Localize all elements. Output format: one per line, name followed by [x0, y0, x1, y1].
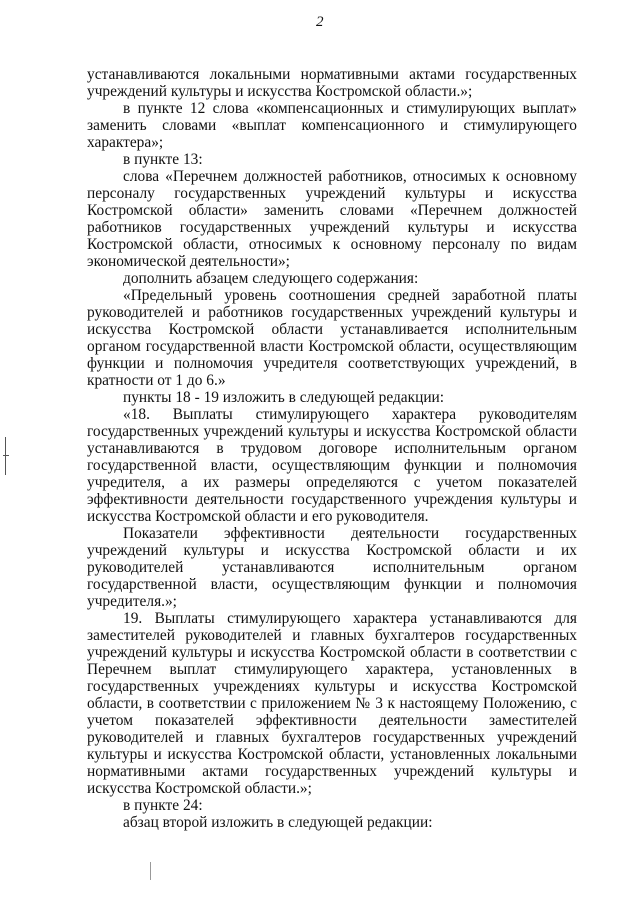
- paragraph: дополнить абзацем следующего содержания:: [123, 270, 419, 287]
- paragraph: Показатели эффективности деятельности государственных учреждений культуры и искусства Костромской области и их руководителей устанавливаются исполнительным органом государственной власти, осуществляющим функции и полномочия учредителя.»;: [87, 525, 577, 610]
- paragraph: в пункте 24:: [123, 797, 203, 814]
- scan-mark: [150, 862, 151, 880]
- page-number: 2: [316, 14, 324, 30]
- paragraph: в пункте 12 слова «компенсационных и стимулирующих выплат» заменить словами «выплат компенсационного и стимулирующего характера»;: [87, 100, 577, 151]
- paragraph: устанавливаются локальными нормативными актами государственных учреждений культуры и искусства Костромской области.»;: [87, 66, 577, 100]
- margin-tick: [3, 455, 9, 456]
- paragraph: слова «Перечнем должностей работников, относимых к основному персоналу государственных учреждений культуры и искусства Костромской области» заменить словами «Перечнем должностей работников государственных учреждений культуры и искусства Костромской области, относимых к основному персоналу по видам экономической деятельности»;: [87, 168, 577, 270]
- paragraph: пункты 18 - 19 изложить в следующей редакции:: [123, 389, 445, 406]
- margin-mark: [5, 437, 6, 475]
- paragraph: 19. Выплаты стимулирующего характера устанавливаются для заместителей руководителей и главных бухгалтеров государственных учреждений культуры и искусства Костромской области в соответствии с Перечнем выплат стимулирующего характера, установленных в государственных учреждениях культуры и искусства Костромской области, в соответствии с приложением № 3 к настоящему Положению, с учетом показателей эффективности деятельности заместителей руководителей и главных бухгалтеров государственных учреждений культуры и искусства Костромской области, установленных локальными нормативными актами государственных учреждений культуры и искусства Костромской области.»;: [87, 610, 577, 797]
- document-body: [87, 66, 577, 831]
- paragraph: абзац второй изложить в следующей редакции:: [123, 814, 433, 831]
- paragraph: «18. Выплаты стимулирующего характера руководителям государственных учреждений культуры и искусства Костромской области устанавливаются в трудовом договоре исполнительным органом государственной власти, осуществляющим функции и полномочия учредителя, а их размеры определяются с учетом показателей эффективности деятельности государственного учреждения культуры и искусства Костромской области и его руководителя.: [87, 406, 577, 525]
- paragraph: в пункте 13:: [123, 151, 203, 168]
- paragraph: «Предельный уровень соотношения средней заработной платы руководителей и работников государственных учреждений культуры и искусства Костромской области устанавливается исполнительным органом государственной власти Костромской области, осуществляющим функции и полномочия учредителя соответствующих учреждений, в кратности от 1 до 6.»: [87, 287, 577, 389]
